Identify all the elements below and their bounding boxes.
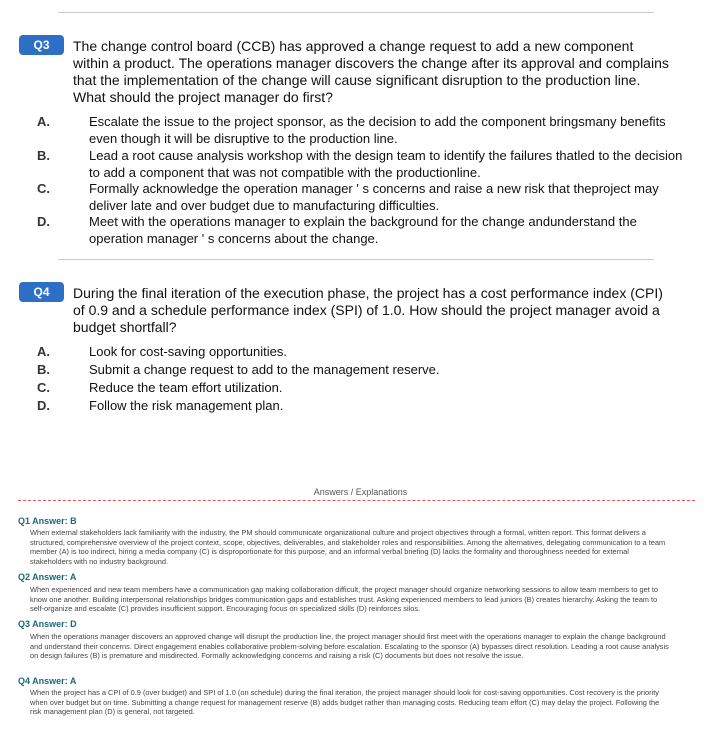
option-letter: A.: [37, 344, 50, 359]
answer-label: Q1 Answer: B: [18, 516, 77, 526]
option-letter: B.: [37, 362, 50, 377]
option-letter: C.: [37, 380, 50, 395]
option-text: Escalate the issue to the project sponsor, as the decision to add the component bringsmany benefits even though it will be disruptive to the production line.: [89, 114, 666, 146]
option-text: Look for cost-saving opportunities.: [89, 344, 287, 359]
top-divider: [58, 12, 654, 13]
option-text: Formally acknowledge the operation manager ' s concerns and raise a new risk that theproject may deliver late and over budget due to manufacturing difficulties.: [89, 181, 659, 213]
option-letter: B.: [37, 148, 50, 163]
question-badge: Q4: [19, 282, 64, 302]
answer-explanation: When the operations manager discovers an approved change will disrupt the production line, the project manager should first meet with the operations manager to explain the change background and understand their concerns. Direct engagement enables collaborative problem-solving before escalation. Escalating to the sponsor (A) bypasses direct resolution. Leading a root cause analysis on design failures (B) is premature and misdirected. Formally acknowledging concerns and raising a risk (C) documents but does not resolve the issue.: [30, 632, 669, 661]
question-text: During the final iteration of the execution phase, the project has a cost performance index (CPI) of 0.9 and a schedule performance index (SPI) of 1.0. How should the project manager avoid a budget shortfall?: [73, 285, 663, 335]
option-letter: D.: [37, 398, 50, 413]
answer-label: Q4 Answer: A: [18, 676, 77, 686]
answers-divider: [18, 500, 695, 501]
answer-label: Q3 Answer: D: [18, 619, 77, 629]
option-text: Meet with the operations manager to explain the background for the change andunderstand the operation manager ' s concerns about the change.: [89, 214, 637, 246]
option-letter: D.: [37, 214, 50, 229]
answer-explanation: When the project has a CPI of 0.9 (over budget) and SPI of 1.0 (on schedule) during the final iteration, the project manager should look for cost-saving opportunities. Cost recovery is the priority when over budget but on time. Submitting a change request for management reserve (B) adds budget rather than managing costs. Reducing team effort (C) may delay the project. Following the risk management plan (D) is general, not targeted.: [30, 688, 660, 717]
answer-explanation: When experienced and new team members have a communication gap making collaboration difficult, the project manager should organize networking sessions to allow team members to get to know one another. Building interpersonal relationships bridges communication gaps and establishes trust. Asking experienced members to lead juniors (B) creates hierarchy. Asking the team to self-organize and escalate (C) provides insufficient support. Encouraging focus on specialized skills (D) reinforces silos.: [30, 585, 658, 614]
option-text: Submit a change request to add to the management reserve.: [89, 362, 440, 377]
answers-header: Answers / Explanations: [313, 487, 408, 497]
question-badge: Q3: [19, 35, 64, 55]
answer-label: Q2 Answer: A: [18, 572, 77, 582]
option-text: Lead a root cause analysis workshop with the design team to identify the failures thatled to the decision to add a component that was not compatible with the productionline.: [89, 148, 683, 180]
option-letter: C.: [37, 181, 50, 196]
option-text: Reduce the team effort utilization.: [89, 380, 283, 395]
option-text: Follow the risk management plan.: [89, 398, 284, 413]
question-text: The change control board (CCB) has approved a change request to add a new component within a product. The operations manager discovers the change after its approval and complains that the implementation of the change will cause significant disruption to the production line. What should the project manager do first?: [73, 38, 669, 105]
answer-explanation: When external stakeholders lack familiarity with the industry, the PM should communicate organizational culture and project objectives through a formal, written report. This format delivers a structured, comprehensive overview of the project context, scope, objectives, deliverables, and stakeholder roles and responsibilities. Among the alternatives, delegating communication to a team member (A) is too indirect, hiring a media company (C) is disproportionate for this purpose, and an informal verbal briefing (D) lacks the formality and thoroughness needed for external stakeholders with no industry background.: [30, 528, 666, 566]
question-divider: [58, 259, 654, 260]
option-letter: A.: [37, 114, 50, 129]
